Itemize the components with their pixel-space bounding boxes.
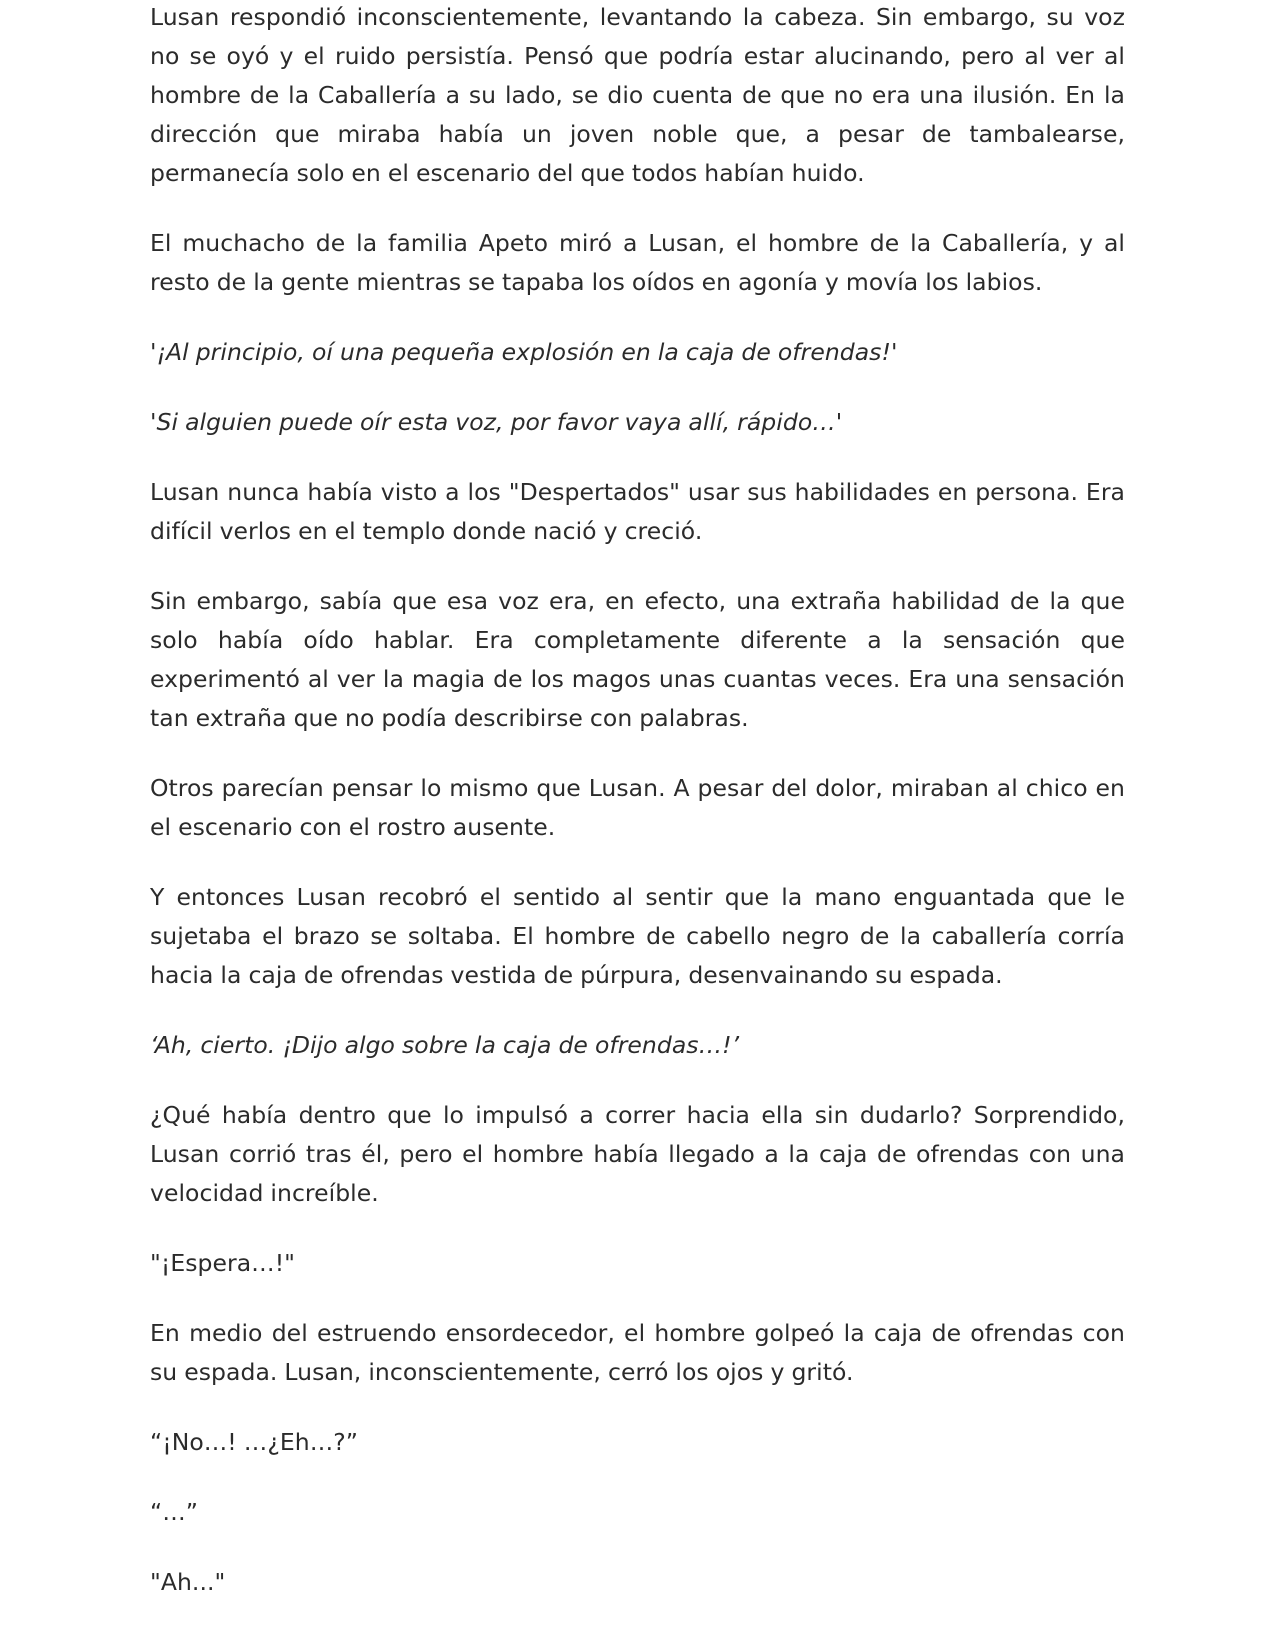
paragraph: Otros parecían pensar lo mismo que Lusan. A pesar del dolor, miraban al chico en el escenario con el rostro ausente. [150,774,1125,841]
paragraph: En medio del estruendo ensordecedor, el hombre golpeó la caja de ofrendas con su espada. Lusan, inconscientemente, cerró los ojos y gritó. [150,1319,1125,1386]
paragraph: '¡Al principio, oí una pequeña explosión en la caja de ofrendas!' [150,338,898,366]
paragraph: Sin embargo, sabía que esa voz era, en efecto, una extraña habilidad de la que solo había oído hablar. Era completamente diferente a la sensación que experimentó al ver la magia de los magos unas cuantas veces. Era una sensación tan extraña que no podía describirse con palabras. [150,587,1125,732]
paragraph: El muchacho de la familia Apeto miró a Lusan, el hombre de la Caballería, y al resto de la gente mientras se tapaba los oídos en agonía y movía los labios. [150,229,1125,296]
paragraph: "Ah..." [150,1568,226,1596]
paragraph: Lusan respondió inconscientemente, levantando la cabeza. Sin embargo, su voz no se oyó y el ruido persistía. Pensó que podría estar alucinando, pero al ver al hombre de la Caballería a su lado, se dio cuenta de que no era una ilusión. En la dirección que miraba había un joven noble que, a pesar de tambalearse, permanecía solo en el escenario del que todos habían huido. [150,3,1125,187]
paragraph: "¡Espera…!" [150,1249,296,1277]
paragraph: ¿Qué había dentro que lo impulsó a correr hacia ella sin dudarlo? Sorprendido, Lusan corrió tras él, pero el hombre había llegado a la caja de ofrendas con una velocidad increíble. [150,1101,1125,1207]
paragraph: “…” [150,1498,198,1526]
paragraph: Lusan nunca había visto a los "Despertados" usar sus habilidades en persona. Era difícil verlos en el templo donde nació y creció. [150,478,1125,545]
paragraph: Y entonces Lusan recobró el sentido al sentir que la mano enguantada que le sujetaba el brazo se soltaba. El hombre de cabello negro de la caballería corría hacia la caja de ofrendas vestida de púrpura, desenvainando su espada. [150,883,1125,989]
document-page [150,0,1125,1633]
paragraph: “¡No…! …¿Eh…?” [150,1428,359,1456]
paragraph: 'Si alguien puede oír esta voz, por favor vaya allí, rápido…' [150,408,843,436]
paragraph: ‘Ah, cierto. ¡Dijo algo sobre la caja de ofrendas…!’ [150,1031,740,1059]
